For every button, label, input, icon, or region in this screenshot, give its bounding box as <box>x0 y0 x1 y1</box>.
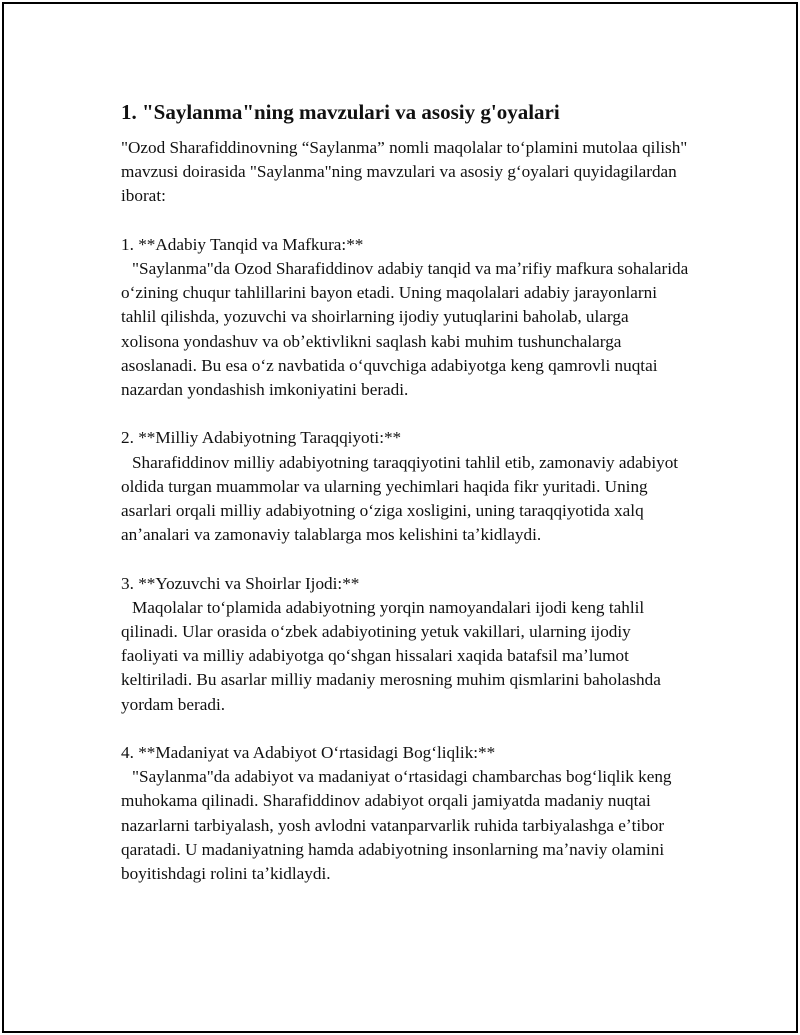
document-title: 1. "Saylanma"ning mavzulari va asosiy g'oyalari <box>121 100 560 124</box>
document-content <box>121 100 691 886</box>
page-frame <box>2 2 798 1033</box>
section-body: Maqolalar toʻplamida adabiyotning yorqin namoyandalari ijodi keng tahlil qilinadi. Ular orasida oʻzbek adabiyotining yetuk vakillari, ularning ijodiy faoliyati va milliy adabiyotga qoʻshgan hissalari xaqida batafsil maʼlumot keltiriladi. Bu asarlar milliy madaniy merosning muhim qismlarini baholashda yordam beradi. <box>121 597 661 714</box>
section-heading: 2. **Milliy Adabiyotning Taraqqiyoti:** <box>121 428 402 448</box>
section-madaniyat-adabiyot <box>121 741 691 886</box>
section-yozuvchi-shoirlar <box>121 572 691 717</box>
section-body: "Saylanma"da adabiyot va madaniyat oʻrtasidagi chambarchas bogʻliqlik keng muhokama qilinadi. Sharafiddinov adabiyot orqali jamiyatda madaniy nuqtai nazarlarni tarbiyalash, yosh avlodni vatanparvarlik ruhida tarbiyalashga eʼtibor qaratadi. U madaniyatning hamda adabiyotning insonlarning maʼnaviy olamini boyitishdagi rolini taʼkidlaydi. <box>121 767 672 884</box>
section-milliy-adabiyot <box>121 426 691 547</box>
section-heading: 4. **Madaniyat va Adabiyot Oʻrtasidagi Bogʻliqlik:** <box>121 743 496 763</box>
section-body: "Saylanma"da Ozod Sharafiddinov adabiy tanqid va maʼrifiy mafkura sohalarida oʻzining chuqur tahlillarini bayon etadi. Uning maqolalari adabiy jarayonlarni tahlil qilishda, yozuvchi va shoirlarning ijodiy yutuqlarini baholab, ularga xolisona yondashuv va obʼektivlikni saqlash kabi muhim tushunchalarga asoslanadi. Bu esa oʻz navbatida oʻquvchiga adabiyotga keng qamrovli nuqtai nazardan yondashish imkoniyatini beradi. <box>121 259 689 400</box>
section-heading: 3. **Yozuvchi va Shoirlar Ijodi:** <box>121 573 360 593</box>
section-body: Sharafiddinov milliy adabiyotning taraqqiyotini tahlil etib, zamonaviy adabiyot oldida turgan muammolar va ularning yechimlari haqida fikr yuritadi. Uning asarlari orqali milliy adabiyotning oʻziga xosligini, uning taraqqiyotida xalq anʼanalari va zamonaviy talablarga mos kelishini taʼkidlaydi. <box>121 452 679 545</box>
section-heading: 1. **Adabiy Tanqid va Mafkura:** <box>121 234 364 254</box>
section-adabiy-tanqid <box>121 233 691 402</box>
intro-paragraph: "Ozod Sharafiddinovning “Saylanma” nomli maqolalar toʻplamini mutolaa qilish" mavzusi doirasida "Saylanma"ning mavzulari va asosiy gʻoyalari quyidagilardan iborat: <box>121 138 688 206</box>
